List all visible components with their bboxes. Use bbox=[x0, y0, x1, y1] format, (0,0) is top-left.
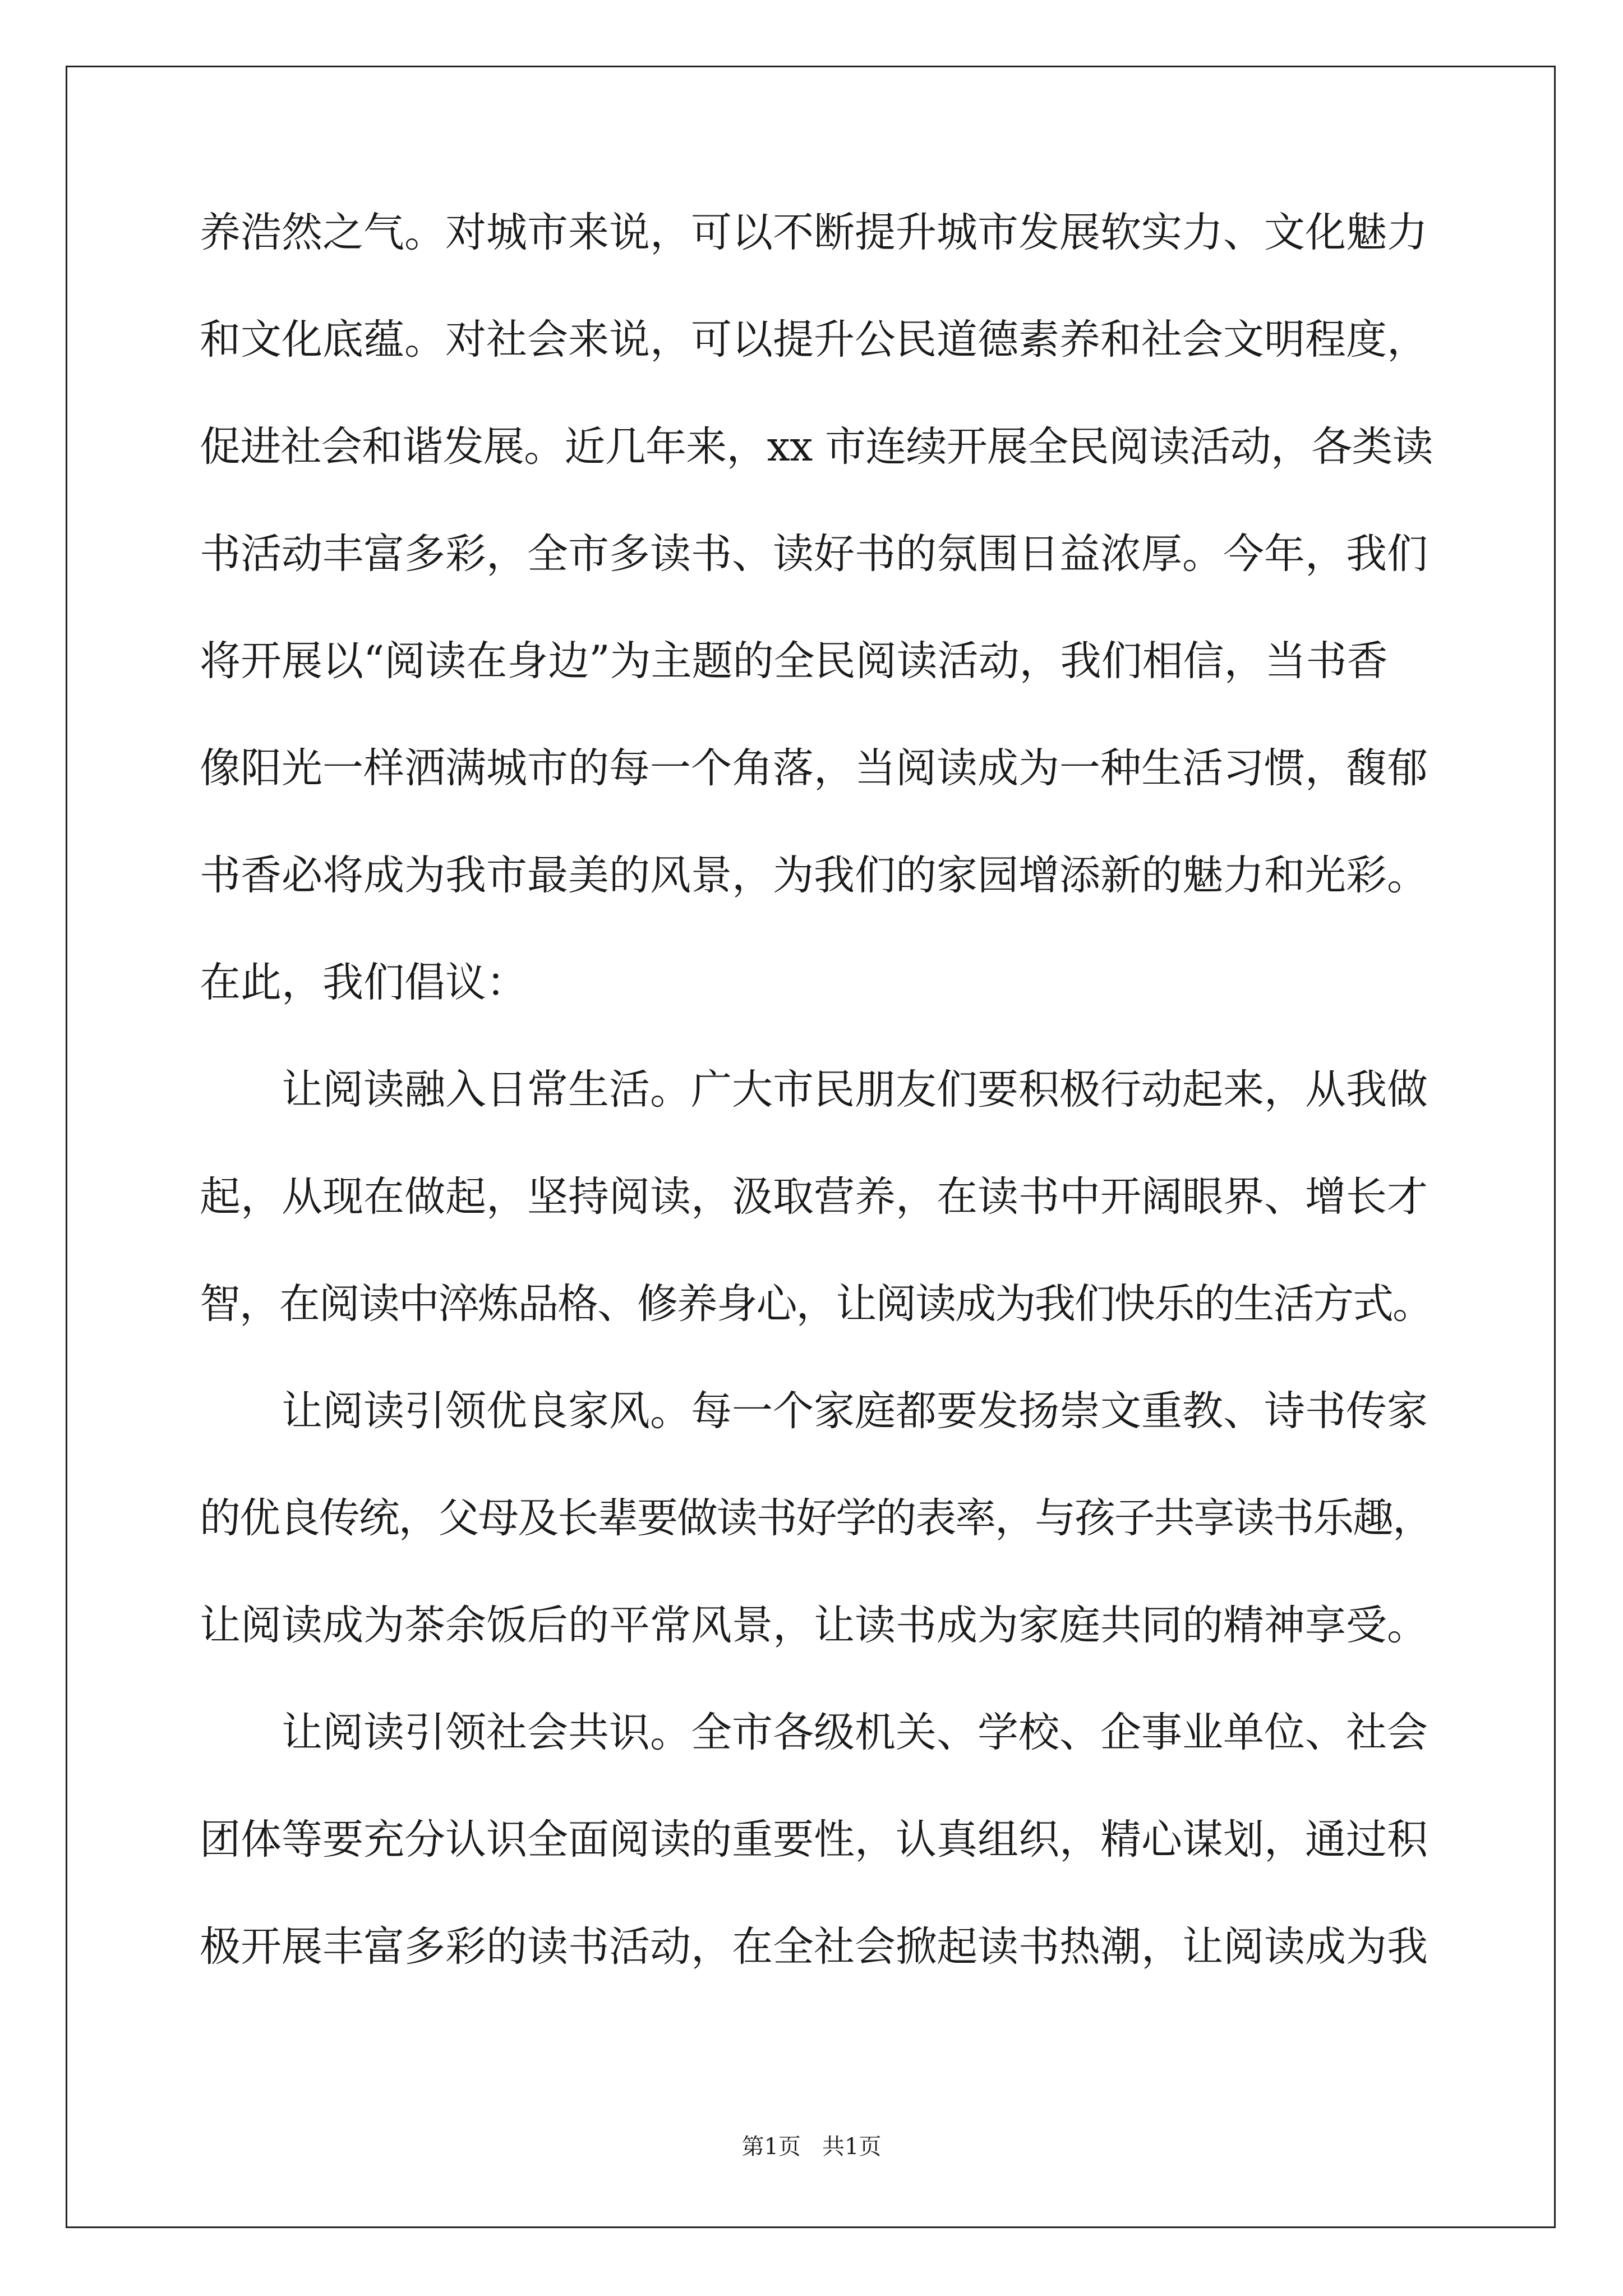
paragraph-first-line: 让阅读引领优良家风。每一个家庭都要发扬崇文重教、诗书传家 bbox=[282, 1387, 1428, 1435]
text-line: 书香必将成为我市最美的风景，为我们的家园增添新的魅力和光彩。 bbox=[200, 852, 1428, 899]
paragraph-first-line: 让阅读融入日常生活。广大市民朋友们要积极行动起来，从我做 bbox=[282, 1066, 1428, 1114]
text-line: 在此，我们倡议： bbox=[200, 959, 527, 1006]
text-line: 团体等要充分认识全面阅读的重要性，认真组织，精心谋划，通过积 bbox=[200, 1816, 1428, 1864]
text-line: 养浩然之气。对城市来说，可以不断提升城市发展软实力、文化魅力 bbox=[200, 209, 1428, 256]
text-line: 起，从现在做起，坚持阅读，汲取营养，在读书中开阔眼界、增长才 bbox=[200, 1173, 1428, 1221]
paragraph-first-line: 让阅读引领社会共识。全市各级机关、学校、企事业单位、社会 bbox=[282, 1709, 1428, 1756]
text-line: 将开展以“阅读在身边”为主题的全民阅读活动，我们相信，当书香 bbox=[200, 637, 1388, 685]
text-line: 智，在阅读中淬炼品格、修养身心，让阅读成为我们快乐的生活方式。 bbox=[200, 1280, 1432, 1328]
document-body bbox=[200, 205, 1433, 2026]
text-line: 书活动丰富多彩，全市多读书、读好书的氛围日益浓厚。今年，我们 bbox=[200, 530, 1428, 578]
text-line: 和文化底蕴。对社会来说，可以提升公民道德素养和社会文明程度， bbox=[200, 316, 1428, 364]
page-footer: 第1页 共1页 bbox=[741, 2134, 882, 2160]
text-line: 让阅读成为茶余饭后的平常风景，让读书成为家庭共同的精神享受。 bbox=[200, 1602, 1428, 1649]
text-line: 极开展丰富多彩的读书活动，在全社会掀起读书热潮，让阅读成为我 bbox=[200, 1923, 1428, 1971]
text-line: 的优良传统，父母及长辈要做读书好学的表率，与孩子共享读书乐趣， bbox=[200, 1494, 1432, 1542]
text-line: 促进社会和谐发展。近几年来，xx 市连续开展全民阅读活动，各类读 bbox=[200, 423, 1433, 471]
text-line: 像阳光一样洒满城市的每一个角落，当阅读成为一种生活习惯，馥郁 bbox=[200, 744, 1428, 792]
